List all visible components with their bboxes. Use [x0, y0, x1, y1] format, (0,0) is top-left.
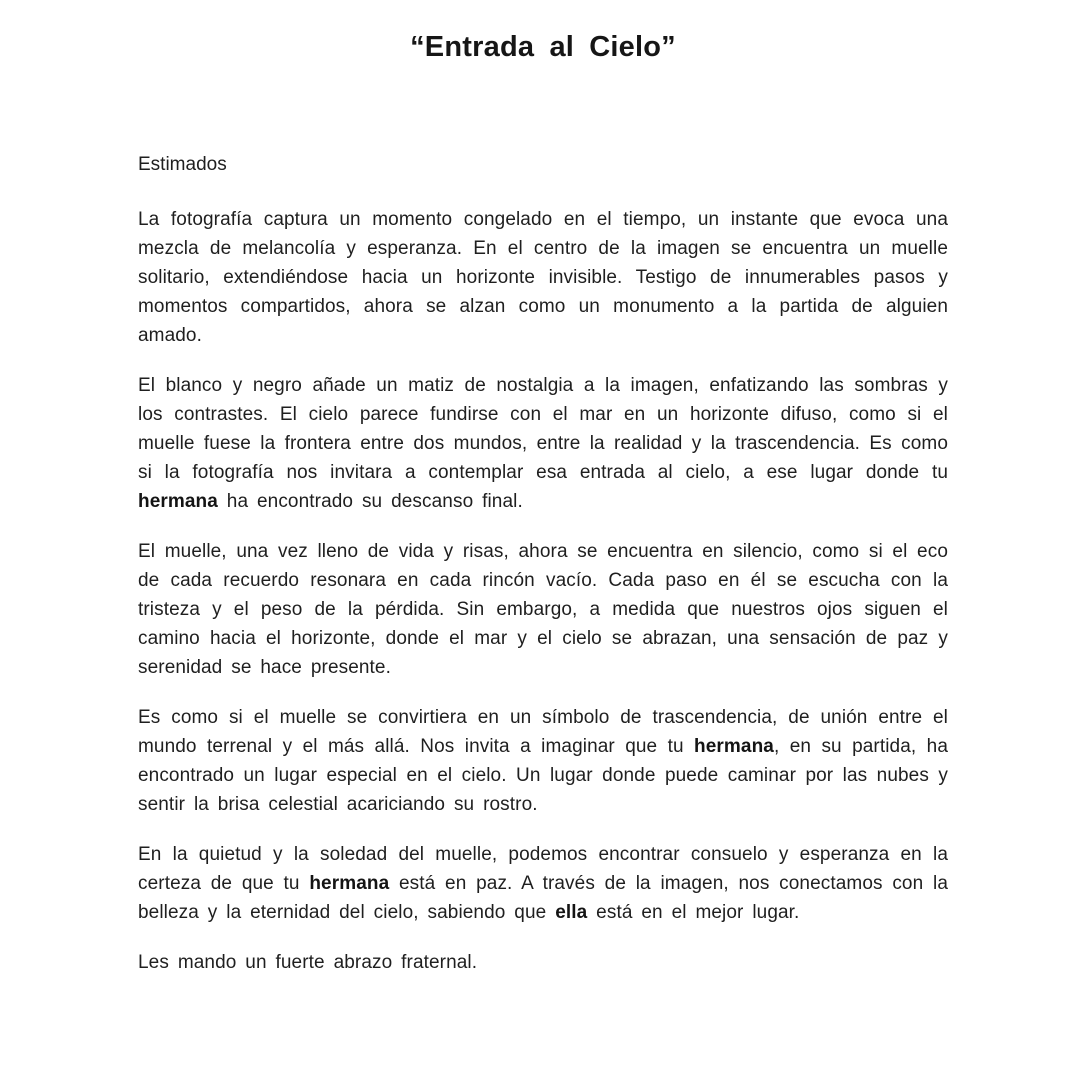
emphasis-text: hermana: [309, 873, 390, 894]
paragraph: [138, 371, 948, 516]
letter-body: [138, 205, 948, 927]
paragraph-text: está en paz. A través de la imagen, nos conectamos con la belleza y la eternidad del cielo, sabiendo que: [138, 873, 948, 923]
paragraph-text: Es como si el muelle se convirtiera en un símbolo de trascendencia, de unión entre el mundo terrenal y el más allá. Nos invita a imaginar que tu: [138, 707, 948, 757]
emphasis-text: ella: [555, 902, 588, 923]
paragraph: [138, 537, 948, 682]
closing-text: Les mando un fuerte abrazo fraternal.: [138, 952, 478, 973]
paragraph-text: El blanco y negro añade un matiz de nostalgia a la imagen, enfatizando las sombras y los contrastes. El cielo parece fundirse con el mar en un horizonte difuso, como si el muelle fuese la frontera entre dos mundos, entre la realidad y la trascendencia. Es como si la fotografía nos invitara a contemplar esa entrada al cielo, a ese lugar donde tu: [138, 375, 948, 483]
paragraph-text: está en el mejor lugar.: [587, 902, 800, 923]
page-title: “Entrada al Cielo”: [410, 31, 676, 63]
emphasis-text: hermana: [138, 491, 218, 512]
paragraph: [138, 205, 948, 350]
paragraph-text: En la quietud y la soledad del muelle, podemos encontrar consuelo y esperanza en la certeza de que tu: [138, 844, 948, 894]
paragraph-text: , en su partida, ha encontrado un lugar especial en el cielo. Un lugar donde puede caminar por las nubes y sentir la brisa celestial acariciando su rostro.: [138, 736, 948, 815]
emphasis-text: hermana: [694, 736, 774, 757]
paragraph: [138, 840, 948, 927]
paragraph-text: ha encontrado su descanso final.: [217, 491, 523, 512]
paragraph-text: La fotografía captura un momento congelado en el tiempo, un instante que evoca una mezcla de melancolía y esperanza. En el centro de la imagen se encuentra un muelle solitario, extendiéndose hacia un horizonte invisible. Testigo de innumerables pasos y momentos compartidos, ahora se alzan como un monumento a la partida de alguien amado.: [138, 209, 948, 346]
paragraph-text: El muelle, una vez lleno de vida y risas, ahora se encuentra en silencio, como si el eco de cada recuerdo resonara en cada rincón vacío. Cada paso en él se escucha con la tristeza y el peso de la pérdida. Sin embargo, a medida que nuestros ojos siguen el camino hacia el horizonte, donde el mar y el cielo se abrazan, una sensación de paz y serenidad se hace presente.: [138, 541, 948, 678]
salutation-text: Estimados: [138, 154, 227, 175]
paragraph: [138, 703, 948, 819]
